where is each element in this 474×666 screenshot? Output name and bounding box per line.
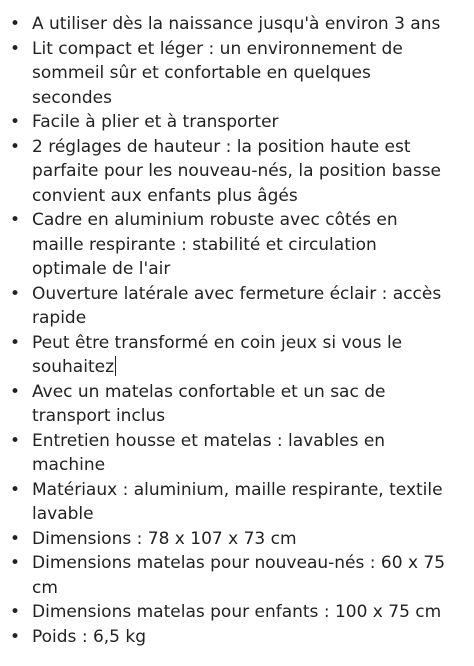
list-item [10,478,452,527]
bullet-icon: • [10,112,21,132]
list-item [10,135,452,209]
list-item [10,37,452,111]
bullet-icon: • [10,381,21,402]
bullet-icon: • [10,626,21,647]
list-item-text: Entretien housse et matelas : lavables en machine [32,430,386,475]
bullet-icon: • [10,553,21,573]
list-item [10,12,452,37]
list-item [10,527,452,552]
bullet-icon: • [10,14,21,34]
list-item-text: Lit compact et léger : un environnement de sommeil sûr et confortable en quelques secondes [32,38,403,108]
list-item [10,208,452,282]
list-item-text: Poids : 6,5 kg [32,626,147,647]
bullet-icon: • [10,210,21,230]
bullet-icon: • [10,38,21,59]
list-item-text: 2 réglages de hauteur : la position haute est parfaite pour les nouveau-nés, la position basse convient aux enfants plus âgés [32,136,442,206]
list-item-text: Matériaux : aluminium, maille respirante, textile lavable [32,479,443,524]
list-item [10,625,452,650]
list-item-text: Ouverture latérale avec fermeture éclair : accès rapide [32,283,442,328]
list-item-text: Dimensions : 78 x 107 x 73 cm [32,528,297,549]
list-item [10,331,452,380]
list-item-text: Dimensions matelas pour enfants : 100 x 75 cm [32,602,442,622]
list-item-text: Facile à plier et à transporter [32,112,279,132]
list-item [10,429,452,478]
feature-list [0,12,474,649]
bullet-icon: • [10,479,21,500]
bullet-icon: • [10,528,21,549]
bullet-icon: • [10,430,21,451]
list-item [10,110,452,135]
bullet-icon: • [10,602,21,622]
list-item [10,551,452,600]
list-item-text: A utiliser dès la naissance jusqu'à environ 3 ans [32,14,441,34]
list-item-text: Dimensions matelas pour nouveau-nés : 60 x 75 cm [32,553,446,598]
text-cursor [115,356,116,376]
list-item [10,600,452,625]
bullet-icon: • [10,332,21,353]
bullet-icon: • [10,283,21,304]
list-item [10,282,452,331]
list-item [10,380,452,429]
list-item-text: Cadre en aluminium robuste avec côtés en maille respirante : stabilité et circulation optimale de l'air [32,210,398,279]
list-item-text[interactable]: Peut être transformé en coin jeux si vous le souhaitez [32,332,403,377]
list-item-text: Avec un matelas confortable et un sac de transport inclus [32,381,386,426]
bullet-icon: • [10,136,21,157]
